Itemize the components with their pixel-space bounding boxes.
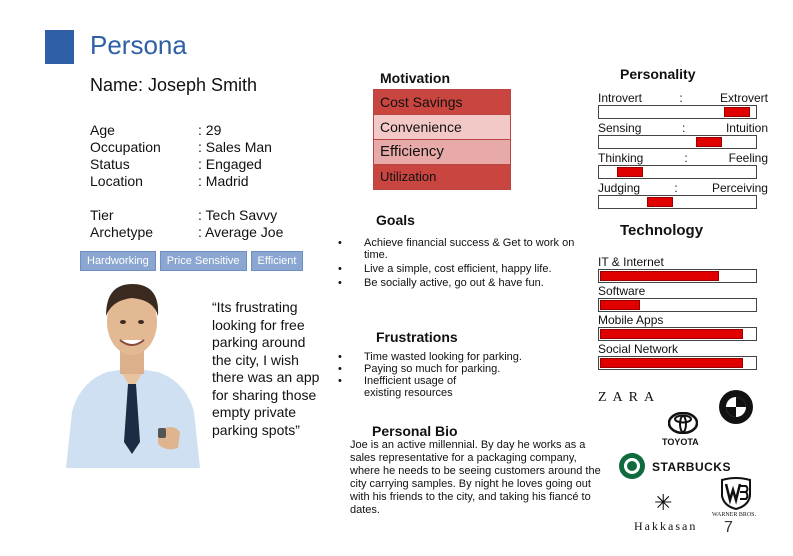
profile-row [90, 122, 320, 139]
profile-key: Archetype [90, 224, 154, 240]
title-accent-block [45, 30, 74, 64]
hakkasan-logo-text: Hakkasan [634, 519, 698, 533]
profile-list-2 [90, 207, 320, 241]
frustration-item: • Paying so much for parking. [338, 363, 578, 375]
hakkasan-logo-icon: ✳ [654, 490, 673, 515]
goals-heading: Goals [376, 212, 415, 228]
motivation-heading: Motivation [380, 70, 450, 86]
goals-list [338, 237, 578, 291]
scale-marker [647, 197, 673, 207]
profile-value: : Average Joe [198, 224, 284, 240]
frustration-item: • Inefficient usage of existing resources [338, 375, 578, 399]
technology-item [598, 313, 773, 342]
motivation-item: Efficiency [374, 140, 510, 165]
profile-key: Location [90, 173, 143, 189]
scale-left-label: Sensing [598, 121, 642, 135]
technology-bar [600, 358, 743, 368]
personality-scale [598, 91, 773, 121]
watch [158, 428, 166, 438]
technology-label: Mobile Apps [598, 313, 664, 327]
personality-scale [598, 181, 773, 211]
motivation-item: Convenience [374, 115, 510, 140]
persona-name: Name: Joseph Smith [90, 75, 258, 95]
scale-separator: : [674, 181, 678, 195]
scale-track [598, 135, 757, 149]
technology-item [598, 284, 773, 313]
technology-bar [600, 329, 743, 339]
profile-key: Occupation [90, 139, 161, 155]
profile-value: : Engaged [198, 156, 262, 172]
scale-marker [724, 107, 750, 117]
profile-key: Tier [90, 207, 114, 223]
technology-bars [598, 255, 773, 371]
technology-track [598, 298, 757, 312]
technology-track [598, 356, 757, 370]
persona-photo [62, 272, 202, 468]
starbucks-logo-text: STARBUCKS [652, 460, 731, 474]
trait-tags [80, 251, 303, 271]
scale-right-label: Feeling [728, 151, 768, 165]
scale-right-label: Perceiving [711, 181, 768, 195]
technology-label: Social Network [598, 342, 679, 356]
profile-row [90, 224, 320, 241]
personality-heading: Personality [620, 66, 696, 82]
warner-bros-logo-text: WARNER BROS. [712, 512, 757, 518]
toyota-logo-text: TOYOTA [662, 437, 699, 447]
bio-text: Joe is an active millennial. By day he works as a sales representative for a packaging company, where he needs to be seeing customers around the city carrying samples. By night he loves going out with his friends to the city, and taking his fiancé to dates. [350, 439, 601, 516]
motivation-item: Utilization [374, 165, 510, 189]
personality-scale [598, 151, 773, 181]
personality-scales [598, 91, 773, 211]
goal-item: • Be socially active, go out & have fun. [338, 277, 578, 289]
page-number: 7 [724, 519, 733, 536]
starbucks-logo-icon [618, 452, 646, 480]
persona-quote: “Its frustrating looking for free parking around the city, I wish there was an app for sharing those empty private parking spots” [212, 299, 320, 438]
motivation-item: Cost Savings [374, 90, 510, 115]
profile-value: : Madrid [198, 173, 249, 189]
frustrations-list [338, 351, 578, 399]
personality-scale [598, 121, 773, 151]
scale-marker [617, 167, 643, 177]
profile-row [90, 156, 320, 173]
technology-item [598, 342, 773, 371]
profile-value: : Tech Savvy [198, 207, 278, 223]
technology-track [598, 327, 757, 341]
technology-label: Software [598, 284, 646, 298]
profile-row [90, 139, 320, 156]
page-title: Persona [90, 30, 187, 60]
profile-key: Status [90, 156, 130, 172]
technology-heading: Technology [620, 222, 704, 239]
warner-bros-logo-icon [720, 476, 752, 510]
profile-list [90, 122, 320, 190]
bmw-logo [718, 389, 754, 425]
tag-efficient: Efficient [251, 251, 304, 271]
scale-left-label: Thinking [598, 151, 644, 165]
technology-track [598, 269, 757, 283]
bio-heading: Personal Bio [372, 423, 458, 439]
profile-value: : 29 [198, 122, 222, 138]
frustration-item: • Time wasted looking for parking. [338, 351, 578, 363]
zara-logo: ZARA [598, 390, 661, 405]
tag-price-sensitive: Price Sensitive [160, 251, 247, 271]
tag-hardworking: Hardworking [80, 251, 156, 271]
scale-separator: : [684, 151, 688, 165]
goal-item: • Live a simple, cost efficient, happy life. [338, 263, 578, 275]
scale-track [598, 165, 757, 179]
goal-item: • Achieve financial success & Get to work on time. [338, 237, 578, 261]
scale-track [598, 195, 757, 209]
profile-row [90, 207, 320, 224]
profile-row [90, 173, 320, 190]
toyota-logo-icon [668, 412, 698, 434]
scale-right-label: Intuition [725, 121, 768, 135]
frustrations-heading: Frustrations [376, 329, 458, 345]
scale-left-label: Judging [598, 181, 641, 195]
technology-label: IT & Internet [598, 255, 664, 269]
scale-separator: : [682, 121, 686, 135]
profile-key: Age [90, 122, 115, 138]
technology-item [598, 255, 773, 284]
technology-bar [600, 271, 719, 281]
scale-separator: : [679, 91, 683, 105]
scale-marker [696, 137, 722, 147]
profile-value: : Sales Man [198, 139, 272, 155]
motivation-list [373, 89, 511, 190]
technology-bar [600, 300, 640, 310]
scale-track [598, 105, 757, 119]
scale-right-label: Extrovert [719, 91, 768, 105]
scale-left-label: Introvert [598, 91, 643, 105]
